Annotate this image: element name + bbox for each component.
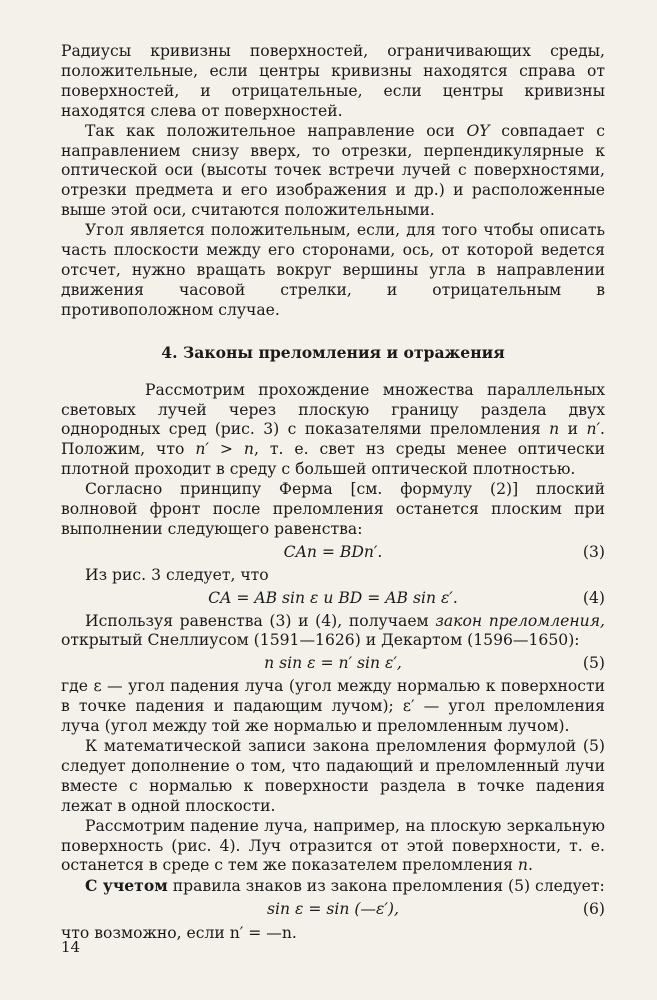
paragraph-text: открытый Снеллиусом (1591—1626) и Декартом (1596—1650): bbox=[61, 631, 580, 650]
equation-body: sin ε = sin (—ε′), bbox=[267, 900, 399, 919]
page-number: 14 bbox=[61, 938, 81, 956]
paragraph-text: что возможно, если n′ = —n. bbox=[61, 924, 297, 943]
paragraph-text: совпадает с направлением снизу вверх, то отрезки, перпендикулярные к оптической оси (высоты точек встречи лучей с поверхностями, отрезки предмета и его изображения и др.) и расположенные выше этой оси, считаются положительными. bbox=[61, 121, 605, 220]
equation-5 bbox=[61, 654, 605, 674]
paragraph-text: , т. е. свет нз среды менее оптически плотной проходит в среду с большей оптической плотностью. bbox=[61, 440, 605, 479]
paragraph-text: Рассмотрим падение луча, например, на плоскую зеркальную поверхность (рис. 4). Луч отразится от этой поверхности, т. е. останется в среде с тем же показателем преломления bbox=[61, 816, 605, 875]
paragraph-text: Угол является положительным, если, для того чтобы описать часть плоскости между его сторонами, ось, от которой ведется отсчет, нужно вращать вокруг вершины угла в направлении движения часовой стрелки, и отрицательным в противоположном случае. bbox=[61, 221, 605, 319]
paragraph-angle-definitions bbox=[61, 677, 605, 737]
paragraph-text: Согласно принципу Ферма [см. формулу (2)] плоский волновой фронт после преломления останется плоским при выполнении следующего равенства: bbox=[61, 480, 605, 538]
index-n: n bbox=[549, 420, 560, 439]
paragraph-parallel-rays bbox=[61, 381, 605, 481]
paragraph-text: Радиусы кривизны поверхностей, ограничивающих среды, положительные, если центры кривизны находятся справа от поверхностей, и отрицательные, если центры кривизны находятся слева от поверхностей. bbox=[61, 42, 605, 120]
conjunction: и bbox=[559, 420, 587, 439]
inequality: n′ > n bbox=[195, 440, 254, 459]
paragraph-text: правила знаков из закона преломления (5) следует: bbox=[167, 877, 605, 896]
axis-variable: OY bbox=[466, 121, 490, 140]
equation-number: (6) bbox=[582, 900, 605, 919]
index-n: n bbox=[517, 856, 528, 875]
equation-3 bbox=[61, 543, 605, 563]
paragraph-text: . bbox=[527, 856, 533, 875]
equation-number: (3) bbox=[582, 542, 605, 561]
equation-body: CAn = BDn′. bbox=[283, 542, 383, 561]
paragraph-sign-rule bbox=[61, 876, 605, 897]
equation-6 bbox=[61, 900, 605, 920]
equation-body: n sin ε = n′ sin ε′, bbox=[264, 654, 402, 673]
paragraph-text: К математической записи закона преломления формулой (5) следует дополнение о том, что падающий и преломленный лучи вместе с нормалью к поверхности раздела в точке падения лежат в одной плоскости. bbox=[61, 737, 605, 815]
equation-4 bbox=[61, 589, 605, 609]
index-n-prime: n′ bbox=[586, 420, 601, 439]
paragraph-same-plane bbox=[61, 737, 605, 817]
paragraph-axis-direction bbox=[61, 122, 605, 222]
paragraph-from-figure bbox=[61, 566, 605, 586]
equation-body: CA = AB sin ε и BD = AB sin ε′. bbox=[208, 588, 458, 607]
paragraph-text: Так как положительное направление оси bbox=[85, 121, 467, 140]
emphasis-law: закон преломления, bbox=[435, 611, 605, 630]
paragraph-angle-sign bbox=[61, 221, 605, 321]
paragraph-curvature-radii bbox=[61, 42, 605, 122]
paragraph-mirror bbox=[61, 817, 605, 877]
paragraph-text: Рассмотрим прохождение множества параллельных световых лучей через плоскую границу раздела двух однородных сред (рис. 3) с показателями преломления bbox=[61, 380, 605, 439]
paragraph-text: где ε — угол падения луча (угол между нормалью к поверхности в точке падения и падающим лучом); ε′ — угол преломления луча (угол между той же нормалью и преломленным лучом). bbox=[61, 677, 605, 736]
paragraph-snell-law bbox=[61, 612, 605, 652]
paragraph-text: Из рис. 3 следует, что bbox=[85, 565, 269, 584]
paragraph-text: . Положим, что bbox=[61, 420, 605, 459]
lead-words: С учетом bbox=[85, 876, 168, 896]
equation-number: (4) bbox=[582, 588, 605, 607]
paragraph-text: Используя равенства (3) и (4), получаем bbox=[85, 611, 436, 630]
paragraph-fermat bbox=[61, 480, 605, 540]
paragraph-conclusion bbox=[61, 924, 605, 944]
section-heading: 4. Законы преломления и отражения bbox=[161, 342, 505, 362]
equation-number: (5) bbox=[582, 654, 605, 673]
